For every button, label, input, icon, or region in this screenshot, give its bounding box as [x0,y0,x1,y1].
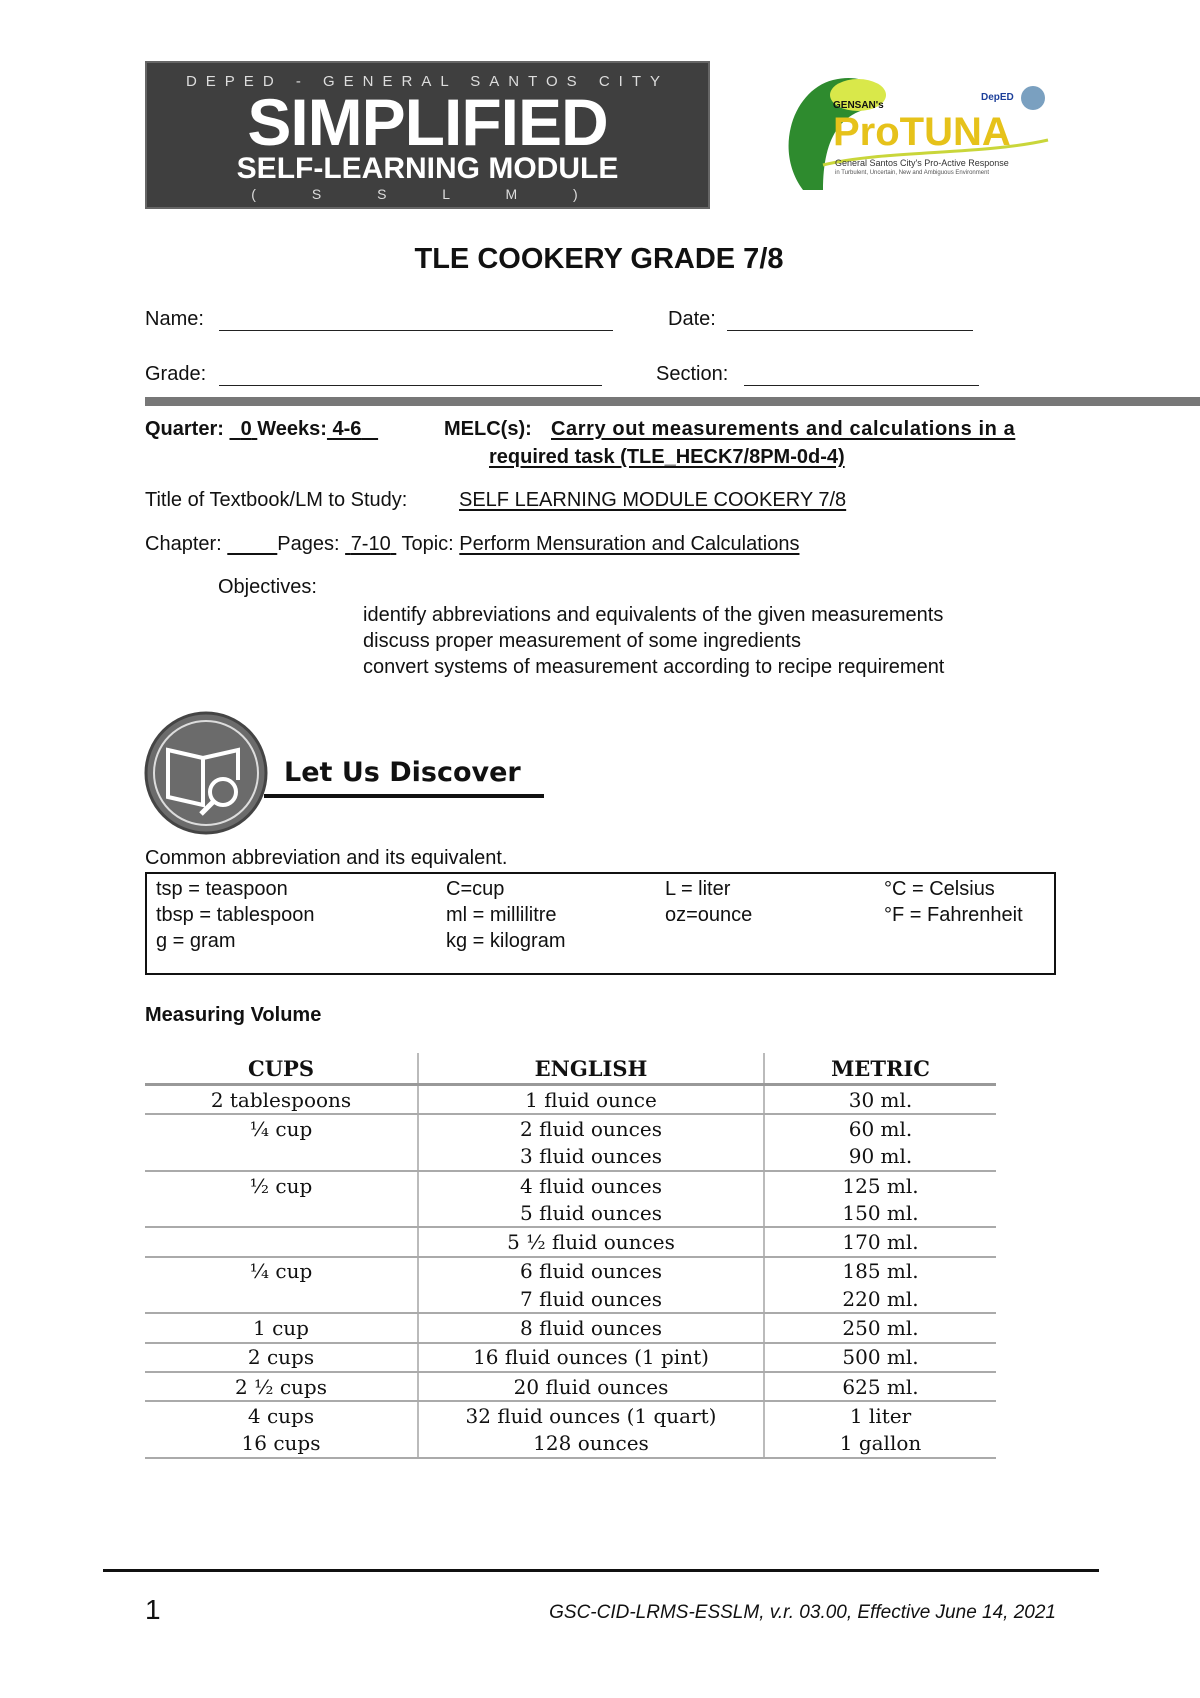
quarter-line [145,418,378,441]
abbr-col-1 [156,876,314,954]
cell-metric: 1 liter [764,1401,996,1429]
cell-metric: 30 ml. [764,1085,996,1115]
header-cups: CUPS [145,1053,418,1085]
cell-metric: 500 ml. [764,1343,996,1372]
cell-metric: 60 ml. [764,1114,996,1142]
heading-underline [264,794,544,798]
cell-metric: 250 ml. [764,1313,996,1342]
chapter-line [145,533,799,556]
volume-table [145,1053,996,1459]
cell-cups: 1 cup [145,1313,418,1342]
cell-cups: 2 cups [145,1343,418,1372]
section-field[interactable] [744,385,979,386]
cell-english: 5 ½ fluid ounces [418,1227,764,1256]
abbr-col-3 [665,876,752,928]
objective-item: identify abbreviations and equivalents of the given measurements [363,604,944,626]
table-row [145,1143,996,1171]
divider-bar [145,397,1200,406]
page-title: TLE COOKERY GRADE 7/8 [414,243,784,275]
pages-label: Pages: [277,533,340,555]
cell-cups: ¼ cup [249,1116,313,1141]
grade-label: Grade: [145,363,207,385]
cell-cups: 4 cups [247,1403,315,1428]
logo-subtagline: in Turbulent, Uncertain, New and Ambiguous Environment [835,170,990,176]
melc-line1: Carry out measurements and calculations in a [551,418,1016,440]
abbr-col-4 [884,876,1023,928]
logo-deped: DepED [981,92,1014,103]
weeks-value [327,418,378,440]
table-row [145,1199,996,1227]
cell-english: 20 fluid ounces [418,1372,764,1401]
cell-english: 32 fluid ounces (1 quart) [418,1401,764,1429]
textbook-label: Title of Textbook/LM to Study: [145,489,408,511]
page-number: 1 [145,1594,161,1625]
abbr-col-2 [446,876,566,954]
abbr-item: kg = kilogram [446,930,566,952]
date-label: Date: [668,308,716,330]
cell-cups: 2 tablespoons [145,1085,418,1115]
banner-line1: DEPED - GENERAL SANTOS CITY [185,73,670,90]
cell-metric: 1 gallon [764,1430,996,1458]
cell-metric: 220 ml. [764,1285,996,1313]
cell-cups: ½ cup [249,1173,313,1198]
name-field[interactable] [219,330,613,331]
objective-item: discuss proper measurement of some ingredients [363,630,801,652]
cell-metric: 90 ml. [764,1143,996,1171]
footer-rule [103,1569,1099,1572]
logo-brand-small: GENSAN's [833,100,884,111]
cell-english: 16 fluid ounces (1 pint) [418,1343,764,1372]
table-row [145,1171,996,1199]
weeks-label: Weeks: [257,418,327,440]
table-row [145,1227,996,1256]
abbr-caption: Common abbreviation and its equivalent. [145,847,508,869]
abbr-item: tbsp = tablespoon [156,904,315,926]
table-row [145,1430,996,1458]
cell-english: 128 ounces [418,1430,764,1458]
table-row [145,1257,996,1285]
grade-field[interactable] [219,385,602,386]
table-row [145,1285,996,1313]
logo-brand [833,110,1011,155]
cell-cups: ¼ cup [249,1259,313,1284]
melc-label: MELC(s): [444,418,532,440]
abbr-item: C=cup [446,878,505,900]
cell-cups [145,1227,418,1256]
measuring-volume-heading: Measuring Volume [145,1004,322,1026]
banner-line3: SELF-LEARNING MODULE [236,152,619,185]
cell-metric: 150 ml. [764,1199,996,1227]
quarter-value [229,418,257,440]
section-heading: Let Us Discover [284,757,521,788]
cell-cups: 16 cups [145,1430,418,1458]
pages-value [345,533,396,555]
cell-english: 1 fluid ounce [418,1085,764,1115]
book-search-icon [143,710,271,838]
abbr-item: oz=ounce [665,904,753,926]
cell-english: 4 fluid ounces [418,1171,764,1199]
cell-cups [145,1199,418,1227]
abbr-item: °F = Fahrenheit [884,904,1023,926]
abbr-item: L = liter [665,878,731,900]
protuna-logo [763,70,1056,200]
pages-number: 7-10 [350,533,391,555]
name-label: Name: [145,308,204,330]
cell-metric: 625 ml. [764,1372,996,1401]
abbreviation-box [145,872,1056,975]
abbr-item: ml = millilitre [446,904,557,926]
weeks-number: 4-6 [332,418,362,440]
abbr-item: °C = Celsius [884,878,995,900]
quarter-number: 0 [240,418,252,440]
table-row [145,1085,996,1115]
cell-cups: 2 ½ cups [145,1372,418,1401]
cell-cups [145,1285,418,1313]
header-english: ENGLISH [418,1053,764,1085]
footer-code: GSC-CID-LRMS-ESSLM, v.r. 03.00, Effective June 14, 2021 [549,1602,1056,1623]
chapter-label: Chapter: [145,533,222,555]
cell-metric: 185 ml. [764,1257,996,1285]
banner-line2: SIMPLIFIED [247,85,608,159]
cell-metric: 170 ml. [764,1227,996,1256]
date-field[interactable] [727,330,973,331]
chapter-blank[interactable] [227,533,277,555]
logo-tagline: General Santos City's Pro-Active Response [835,158,1009,168]
topic-value: Perform Mensuration and Calculations [459,533,800,555]
objectives-list [363,602,944,680]
banner-line4: ( S S L M ) [251,186,604,202]
header-metric: METRIC [764,1053,996,1085]
cell-english: 3 fluid ounces [418,1143,764,1171]
quarter-label: Quarter: [145,418,224,440]
cell-english: 5 fluid ounces [418,1199,764,1227]
table-row [145,1401,996,1429]
table-row [145,1372,996,1401]
melc-line2: required task (TLE_HECK7/8PM-0d-4) [489,446,845,468]
cell-cups [145,1143,418,1171]
cell-metric: 125 ml. [764,1171,996,1199]
abbr-item: g = gram [156,930,236,952]
section-label: Section: [656,363,729,385]
abbr-item: tsp = teaspoon [156,878,288,900]
topic-label: Topic: [401,533,454,555]
table-row [145,1343,996,1372]
cell-english: 2 fluid ounces [418,1114,764,1142]
cell-english: 7 fluid ounces [418,1285,764,1313]
logo-brand-text: ProTUNA [833,110,1011,154]
table-header-row [145,1053,996,1085]
table-row [145,1313,996,1342]
table-row [145,1114,996,1142]
objectives-label: Objectives: [218,576,317,598]
objective-item: convert systems of measurement according to recipe requirement [363,656,945,678]
sslm-banner [145,61,710,209]
textbook-title: SELF LEARNING MODULE COOKERY 7/8 [459,489,847,511]
cell-english: 6 fluid ounces [418,1257,764,1285]
cell-english: 8 fluid ounces [418,1313,764,1342]
